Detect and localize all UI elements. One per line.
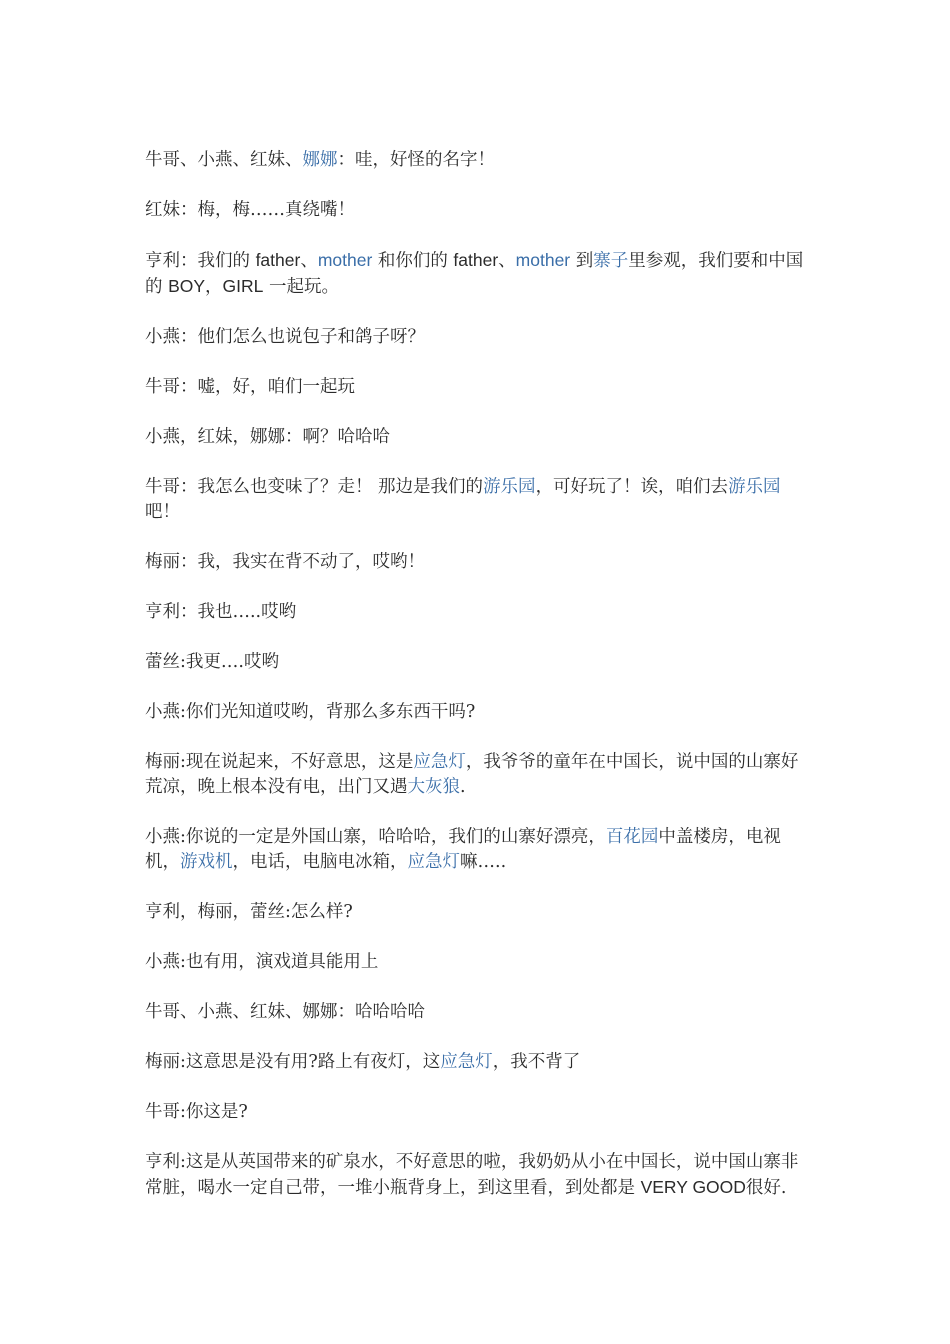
- hyperlink-text[interactable]: 寨子: [593, 251, 629, 271]
- dialogue-text: 小燕，红妹，娜娜：啊？哈哈哈: [145, 427, 390, 447]
- hyperlink-text[interactable]: 应急灯: [407, 852, 460, 872]
- dialogue-line: [145, 1050, 813, 1075]
- dialogue-text: ，我爷爷的童年在中国长，说中国的山寨好荒凉，晚上根本没有电，出门又遇: [145, 752, 799, 797]
- dialogue-line: [145, 550, 813, 575]
- dialogue-text: 梅丽:现在说起来，不好意思，这是: [145, 752, 414, 772]
- dialogue-text: 嘛…..: [460, 852, 507, 872]
- dialogue-text: GIRL: [222, 276, 264, 296]
- dialogue-text: 小燕:你说的一定是外国山寨，哈哈哈，我们的山寨好漂亮，: [145, 827, 606, 847]
- dialogue-line: [145, 198, 813, 223]
- dialogue-line: [145, 825, 813, 875]
- dialogue-text: 到: [570, 251, 594, 271]
- dialogue-text: VERY GOOD: [640, 1177, 746, 1197]
- dialogue-text: 、: [300, 251, 318, 271]
- dialogue-text: ，电话，电脑电冰箱，: [232, 852, 408, 872]
- dialogue-line: [145, 600, 813, 625]
- hyperlink-text[interactable]: mother: [317, 250, 373, 270]
- dialogue-text: 亨利：我也…..哎哟: [145, 602, 297, 622]
- dialogue-text: father: [453, 250, 499, 270]
- dialogue-line: [145, 1000, 813, 1025]
- hyperlink-text[interactable]: 应急灯: [413, 752, 466, 772]
- dialogue-text: 亨利:这是从英国带来的矿泉水，不好意思的啦，我奶奶从小在中国长，说中国山寨非常脏，喝水一定自己带，一堆小瓶背身上，到这里看，到处都是: [145, 1152, 799, 1198]
- dialogue-text: ，我不背了: [492, 1052, 581, 1072]
- dialogue-line: [145, 950, 813, 975]
- dialogue-line: [145, 325, 813, 350]
- hyperlink-text[interactable]: 游乐园: [483, 477, 536, 497]
- dialogue-text: 小燕：他们怎么也说包子和鸽子呀？: [145, 327, 425, 347]
- dialogue-text: BOY: [168, 276, 206, 296]
- dialogue-text: 小燕:你们光知道哎哟，背那么多东西干吗?: [145, 702, 476, 722]
- dialogue-document: [145, 148, 813, 1226]
- dialogue-text: 小燕:也有用，演戏道具能用上: [145, 952, 379, 972]
- dialogue-line: [145, 1100, 813, 1125]
- dialogue-line: [145, 900, 813, 925]
- dialogue-text: 梅丽：我，我实在背不动了，哎哟！: [145, 552, 425, 572]
- dialogue-text: 牛哥：嘘，好，咱们一起玩: [145, 377, 355, 397]
- dialogue-text: 一起玩。: [263, 277, 339, 297]
- hyperlink-text[interactable]: 娜娜: [302, 150, 338, 170]
- dialogue-line: [145, 475, 813, 525]
- dialogue-line: [145, 375, 813, 400]
- dialogue-text: 蕾丝:我更….哎哟: [145, 652, 279, 672]
- dialogue-text: 吧！: [145, 502, 180, 522]
- hyperlink-text[interactable]: 应急灯: [440, 1052, 493, 1072]
- dialogue-text: 里参观，我们要和中国的: [145, 251, 804, 297]
- dialogue-line: [145, 425, 813, 450]
- dialogue-text: 牛哥：我怎么也变味了？走！ 那边是我们的: [145, 477, 484, 497]
- dialogue-text: 和你们的: [372, 251, 454, 271]
- dialogue-line: [145, 650, 813, 675]
- dialogue-text: 红妹：梅，梅……真绕嘴！: [145, 200, 355, 220]
- hyperlink-text[interactable]: 游乐园: [728, 477, 781, 497]
- hyperlink-text[interactable]: mother: [515, 250, 571, 270]
- dialogue-text: father: [255, 250, 301, 270]
- dialogue-text: 梅丽:这意思是没有用?路上有夜灯，这: [145, 1052, 441, 1072]
- dialogue-text: ，可好玩了！诶，咱们去: [535, 477, 729, 497]
- dialogue-line: [145, 248, 813, 300]
- dialogue-line: [145, 1150, 813, 1201]
- dialogue-line: [145, 148, 813, 173]
- dialogue-text: 亨利：我们的: [145, 251, 256, 271]
- hyperlink-text[interactable]: 大灰狼: [407, 777, 460, 797]
- dialogue-text: .: [460, 777, 466, 797]
- dialogue-text: 牛哥、小燕、红妹、: [145, 150, 303, 170]
- dialogue-text: 很好.: [745, 1178, 787, 1198]
- dialogue-text: 亨利，梅丽，蕾丝:怎么样?: [145, 902, 353, 922]
- dialogue-text: ，: [205, 277, 223, 297]
- hyperlink-text[interactable]: 游戏机: [180, 852, 233, 872]
- dialogue-text: 牛哥:你这是?: [145, 1102, 248, 1122]
- dialogue-text: 、: [498, 251, 516, 271]
- dialogue-line: [145, 700, 813, 725]
- dialogue-line: [145, 750, 813, 800]
- dialogue-text: ：哇，好怪的名字！: [337, 150, 495, 170]
- dialogue-text: 中盖楼房，电视机，: [145, 827, 781, 872]
- hyperlink-text[interactable]: 百花园: [605, 827, 659, 847]
- dialogue-text: 牛哥、小燕、红妹、娜娜：哈哈哈哈: [145, 1002, 425, 1022]
